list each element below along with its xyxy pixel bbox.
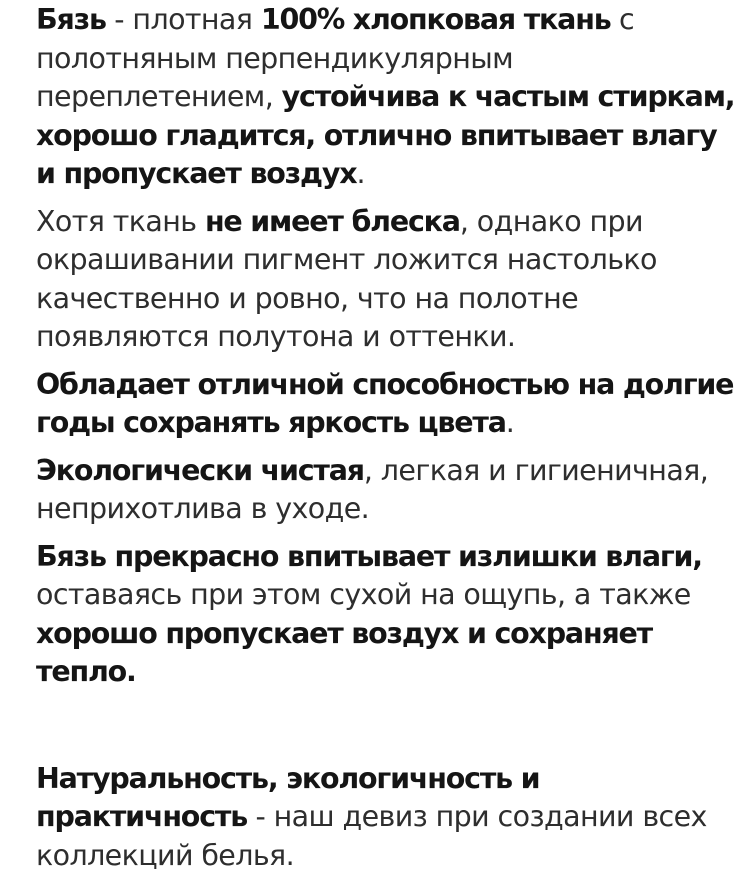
paragraph-calico-definition	[36, 1, 741, 194]
text-segment: хорошо пропускает воздух и сохраняет тепло.	[36, 616, 652, 688]
text-segment: 100% хлопковая ткань	[260, 3, 611, 36]
paragraph-moisture	[36, 538, 741, 692]
text-segment: - плотная	[105, 3, 261, 36]
paragraph-color-retention	[36, 366, 741, 443]
fabric-description	[36, 1, 741, 884]
text-segment: Экологически чистая	[36, 453, 364, 487]
text-segment: Хотя ткань	[36, 204, 205, 238]
text-segment: Бязь	[36, 3, 106, 36]
text-segment: - наш девиз при создании всех коллекций белья.	[36, 800, 707, 872]
text-segment: , легкая и гигиеничная, неприхотлива в уходе.	[36, 453, 709, 525]
text-segment: , однако при окрашивании пигмент ложится настолько качественно и ровно, что на полотне появляются полутона и оттенки.	[36, 204, 657, 353]
text-segment: Бязь прекрасно впитывает излишки влаги,	[36, 539, 702, 573]
text-segment: с полотняным перпендикулярным переплетением,	[36, 3, 635, 113]
text-segment: не имеет блеска	[204, 204, 460, 238]
text-segment: Обладает отличной способностью на долгие годы сохранять яркость цвета	[36, 367, 734, 439]
paragraph-no-shine	[36, 203, 741, 357]
paragraph-eco-clean	[36, 452, 741, 529]
text-segment: оставаясь при этом сухой на ощупь, а также	[36, 578, 691, 611]
text-segment: .	[356, 157, 365, 190]
text-segment: .	[505, 406, 515, 439]
paragraph-motto	[36, 760, 741, 876]
text-segment: Натуральность, экологичность и практичность	[36, 761, 540, 833]
text-segment: устойчива к частым стиркам, хорошо гладится, отлично впитывает влагу и пропускает воздух	[36, 80, 735, 190]
